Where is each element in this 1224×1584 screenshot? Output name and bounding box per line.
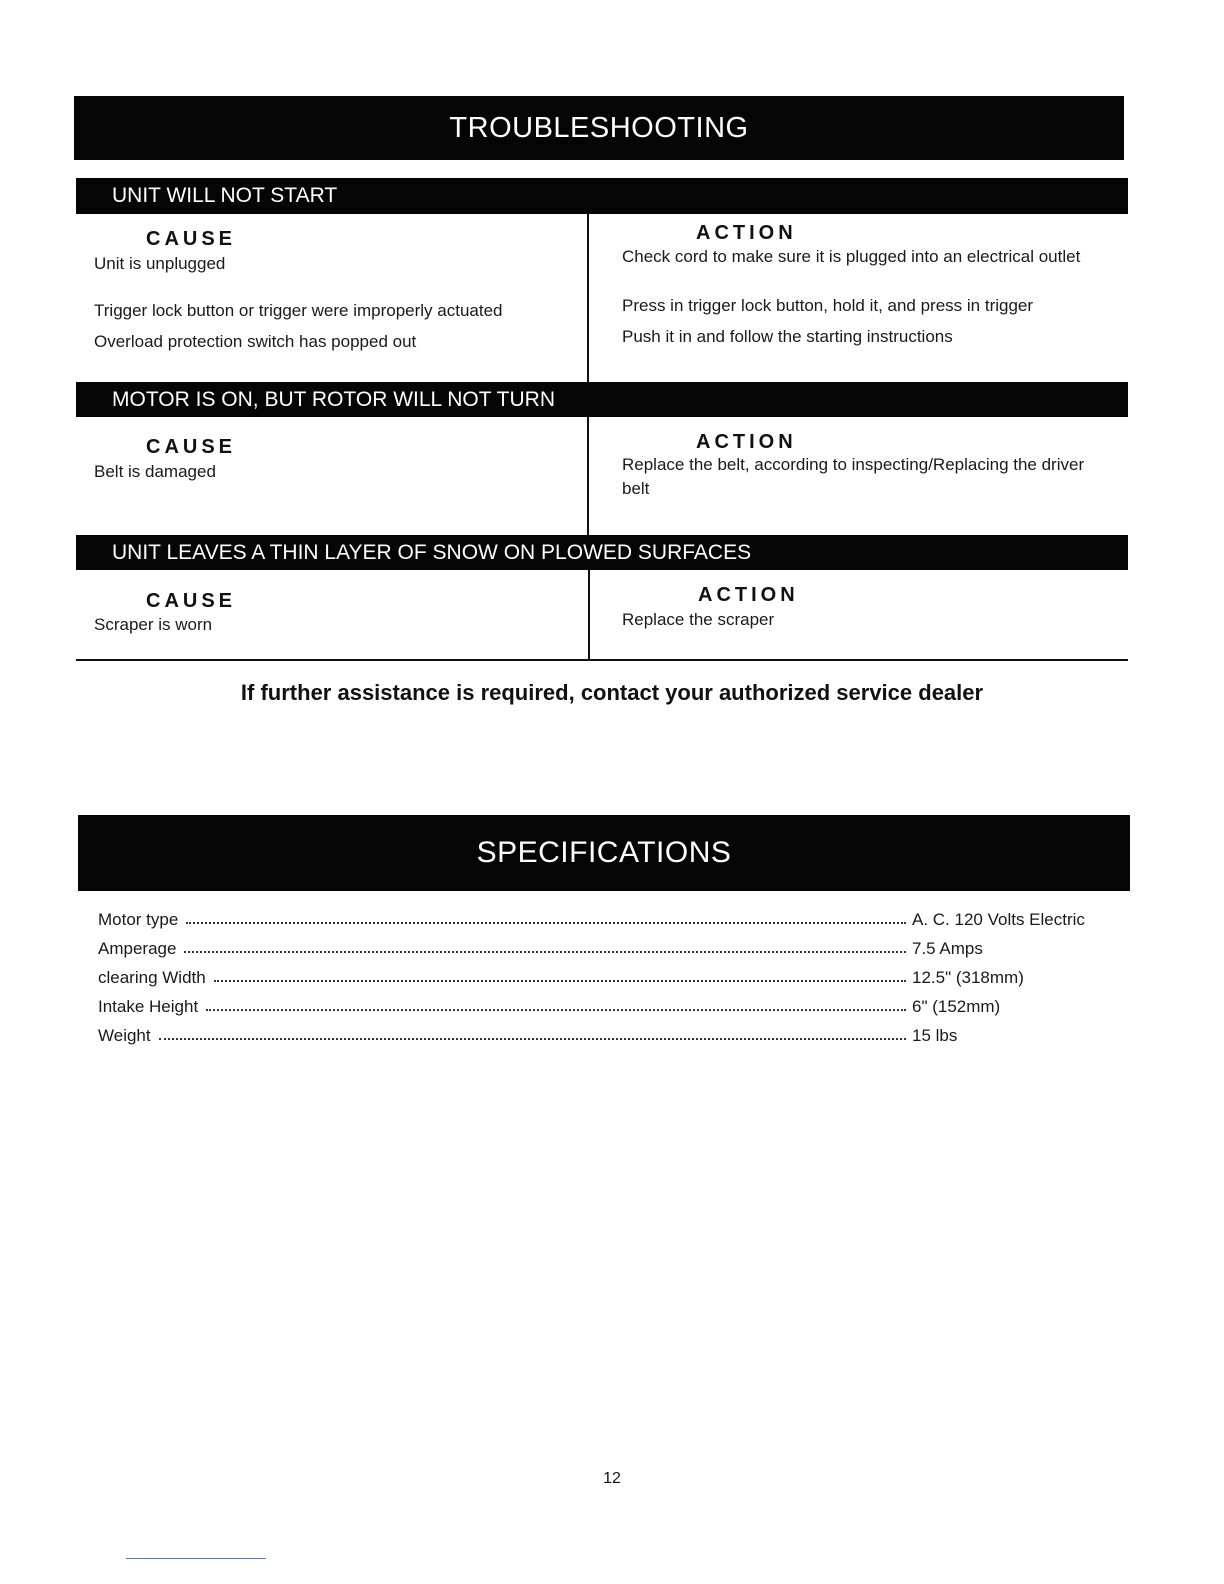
cause-header: CAUSE: [146, 436, 237, 458]
column-divider: [588, 570, 590, 660]
spec-label: Motor type: [98, 910, 179, 929]
action-header: ACTION: [696, 222, 797, 244]
action-header: ACTION: [696, 431, 797, 453]
cause-text: Overload protection switch has popped out: [94, 332, 417, 351]
action-header: ACTION: [698, 584, 799, 606]
leader-dots: [206, 1009, 906, 1011]
spec-label: Intake Height: [98, 997, 199, 1016]
leader-dots: [186, 922, 906, 924]
troubleshooting-title: TROUBLESHOOTING: [449, 111, 749, 144]
cause-text: Belt is damaged: [94, 462, 216, 481]
spec-row: [98, 904, 1108, 930]
specifications-title: SPECIFICATIONS: [476, 836, 732, 869]
action-text: Replace the scraper: [622, 610, 775, 629]
cause-text: Unit is unplugged: [94, 254, 226, 273]
section-heading-thin-layer-of-snow: UNIT LEAVES A THIN LAYER OF SNOW ON PLOWED SURFACES: [76, 535, 1128, 570]
section-heading-rotor-will-not-turn: MOTOR IS ON, BUT ROTOR WILL NOT TURN: [76, 382, 1128, 417]
troubleshooting-banner: [74, 96, 1124, 160]
footer-rule: [126, 1558, 266, 1559]
spec-value: 6" (152mm): [912, 997, 1001, 1016]
spec-label: Weight: [98, 1026, 151, 1045]
spec-row: [98, 933, 1108, 959]
spec-value: 7.5 Amps: [912, 939, 983, 958]
cause-header: CAUSE: [146, 228, 237, 250]
spec-label: Amperage: [98, 939, 177, 958]
spec-row: [98, 991, 1108, 1017]
action-text: Press in trigger lock button, hold it, and press in trigger: [622, 296, 1034, 315]
spec-value: 12.5" (318mm): [912, 968, 1024, 987]
cause-text: Scraper is worn: [94, 615, 213, 634]
column-divider: [587, 214, 589, 382]
cause-text: Trigger lock button or trigger were improperly actuated: [94, 301, 503, 320]
leader-dots: [214, 980, 906, 982]
specifications-banner: [78, 815, 1130, 891]
assistance-note: If further assistance is required, contact your authorized service dealer: [240, 680, 984, 705]
spec-row: [98, 962, 1108, 988]
spec-value: 15 lbs: [912, 1026, 958, 1045]
cause-header: CAUSE: [146, 590, 237, 612]
spec-value: A. C. 120 Volts Electric: [912, 910, 1085, 929]
leader-dots: [184, 951, 906, 953]
section-heading-unit-will-not-start: UNIT WILL NOT START: [76, 178, 1128, 214]
action-text: Check cord to make sure it is plugged into an electrical outlet: [622, 247, 1081, 266]
leader-dots: [159, 1038, 906, 1040]
spec-row: [98, 1020, 1108, 1046]
page-number: 12: [603, 1470, 621, 1487]
action-text: Push it in and follow the starting instructions: [622, 327, 953, 346]
column-divider: [587, 417, 589, 535]
action-text: Replace the belt, according to inspecting/Replacing the driver belt: [622, 455, 1085, 498]
table-bottom-rule: [76, 659, 1128, 661]
spec-label: clearing Width: [98, 968, 206, 987]
